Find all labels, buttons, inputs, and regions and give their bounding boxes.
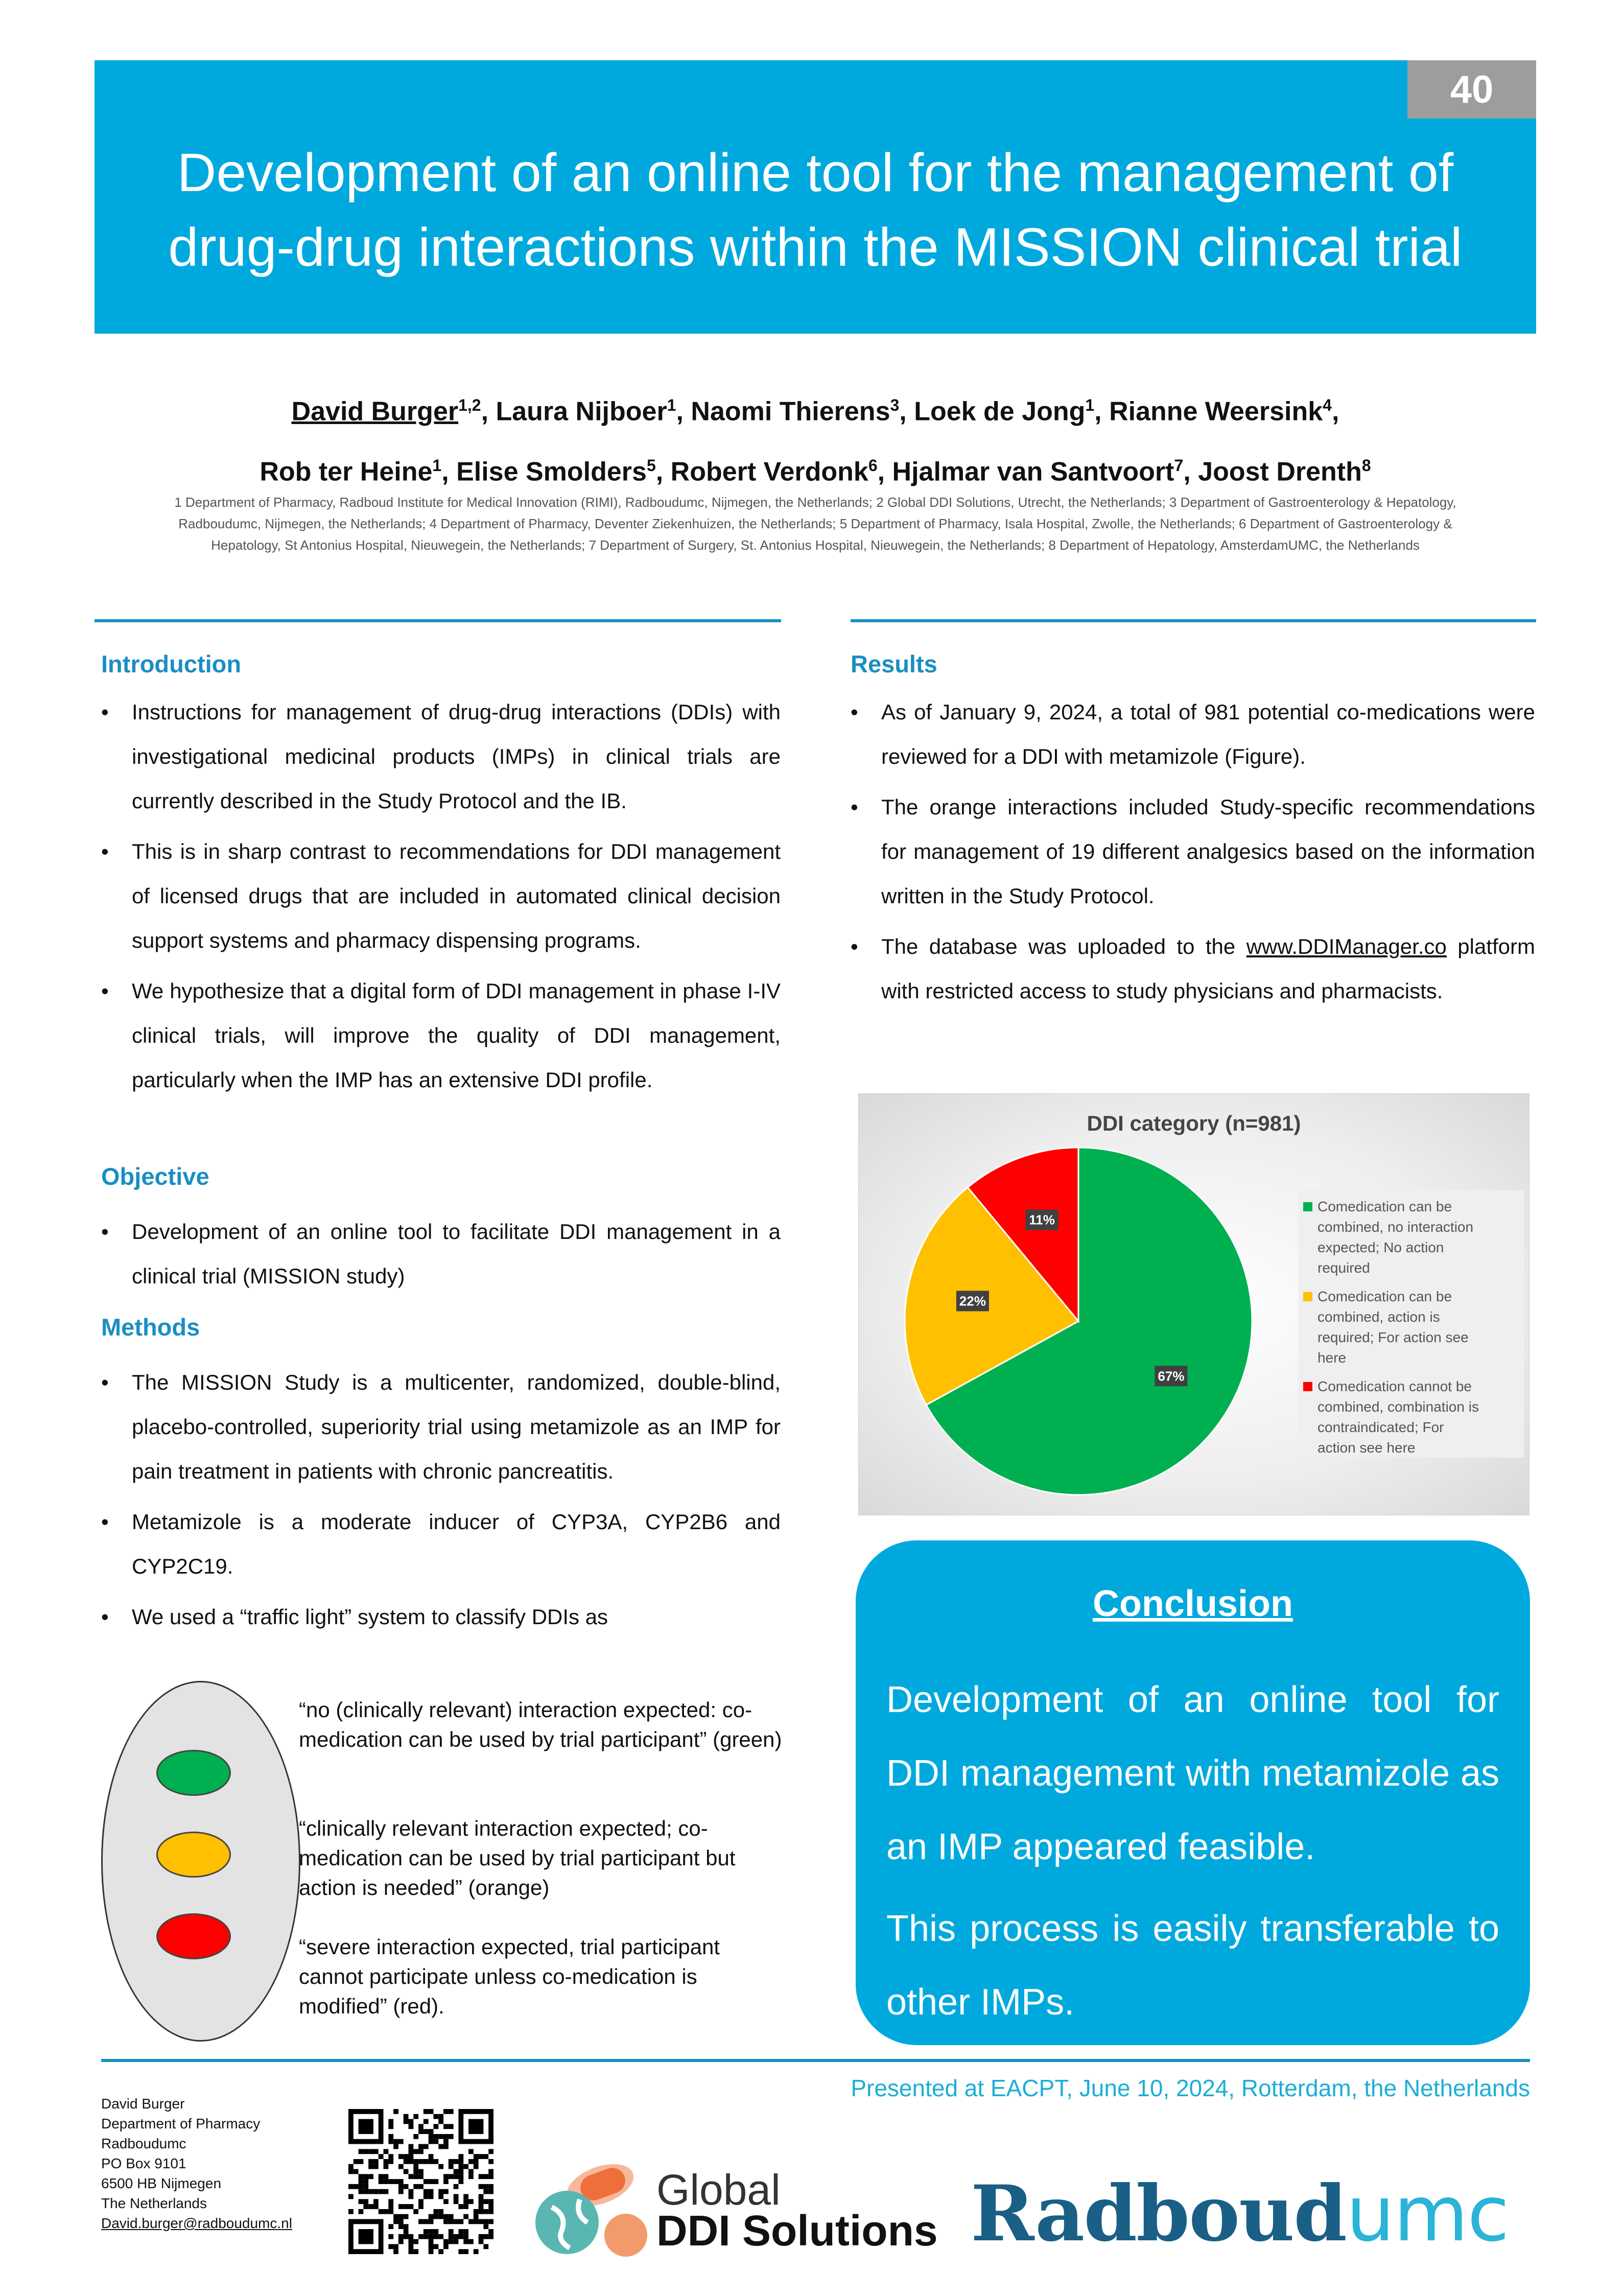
right-column-rule	[851, 619, 1536, 622]
author-line: Rob ter Heine$^1$, Elise Smolders$^5$, Robert Verdonk$^6$, Hjalmar van Santvoort$^7$, Joost Drenth$^8$	[260, 456, 1371, 487]
affiliations	[117, 491, 1513, 556]
orange-light-icon	[156, 1832, 231, 1878]
contact-line: Radboudumc	[101, 2136, 186, 2151]
author-name: Laura Nijboer	[496, 396, 667, 427]
objective-heading: Objective	[101, 1163, 209, 1190]
logo-text-umc: umc	[1346, 2170, 1509, 2259]
conclusion-heading: Conclusion	[1093, 1583, 1293, 1624]
list-item: • The MISSION Study is a multicenter, randomized, double-blind, placebo-controlled, superiority trial using metamizole as an IMP for pain treatment in patients with chronic pancreatitis.	[101, 1360, 781, 1493]
global-ddi-logo-icon	[531, 2159, 654, 2261]
author-name: Hjalmar van Santvoort	[892, 457, 1174, 487]
author-name: Joost Drenth	[1198, 457, 1362, 487]
slice-label: 11%	[1029, 1212, 1055, 1228]
poster-number: 40	[1407, 60, 1536, 119]
legend-label: Comedication can be combined, no interaction expected; No action required	[1317, 1199, 1474, 1276]
author-name: Naomi Thierens	[691, 396, 890, 427]
title-line-1: Development of an online tool for the management of	[177, 143, 1454, 203]
legend-label: Comedication cannot be combined, combination is contraindicated; For action see here	[1317, 1378, 1479, 1456]
results-heading: Results	[851, 650, 937, 677]
list-item: • As of January 9, 2024, a total of 981 potential co-medications were reviewed for a DDI with metamizole (Figure).	[851, 690, 1535, 779]
slice-label: 22%	[959, 1293, 986, 1309]
objective-list	[101, 1209, 781, 1304]
title-line-2: drug-drug interactions within the MISSION clinical trial	[168, 217, 1463, 277]
list-item: • We hypothesize that a digital form of DDI management in phase I-IV clinical trials, will improve the quality of DDI management, particularly when the IMP has an extensive DDI profile.	[101, 969, 781, 1102]
red-light-icon	[156, 1913, 231, 1959]
introduction-list	[101, 690, 781, 1108]
author-name: Rianne Weersink	[1109, 396, 1323, 427]
methods-list	[101, 1360, 781, 1645]
footer-rule	[101, 2059, 1530, 2062]
results-text: The database was uploaded to the	[881, 934, 1246, 958]
author-affiliation-number: 1	[667, 396, 676, 414]
author-affiliation-number: 1,2	[458, 396, 481, 414]
author-affiliation-number: 1	[432, 456, 442, 475]
affiliation-line: Radboudumc, Nijmegen, the Netherlands; 4 Department of Pharmacy, Deventer Ziekenhuizen, the Netherlands; 5 Department of Pharmacy, Isala Hospital, Zwolle, the Netherlands; 6 Department of Gastroenterology &	[178, 516, 1452, 531]
author-affiliation-number: 7	[1174, 456, 1184, 475]
qr-code-icon[interactable]	[348, 2109, 493, 2254]
contact-block	[101, 2094, 292, 2233]
list-item: • We used a “traffic light” system to classify DDIs as	[101, 1595, 781, 1639]
legend-swatch	[1303, 1382, 1312, 1391]
author-name: Rob ter Heine	[260, 457, 433, 487]
list-item: • The orange interactions included Study-specific recommendations for management of 19 different analgesics based on the information written in the Study Protocol.	[851, 785, 1535, 918]
introduction-heading: Introduction	[101, 650, 242, 677]
author-affiliation-number: 4	[1323, 396, 1332, 414]
logo-text-radboud: Radboud	[971, 2169, 1347, 2259]
results-list	[851, 690, 1535, 1019]
logo-text-ddi-solutions: DDI Solutions	[656, 2207, 938, 2255]
legend-swatch	[1303, 1292, 1312, 1301]
author-affiliation-number: 3	[890, 396, 900, 414]
author-name: Elise Smolders	[456, 457, 647, 487]
logo-text-global: Global	[656, 2166, 781, 2214]
poster-title	[95, 135, 1536, 285]
author-name: Loek de Jong	[914, 396, 1086, 427]
contact-line: PO Box 9101	[101, 2156, 186, 2171]
author-list	[95, 378, 1536, 499]
author-name: David Burger	[291, 396, 459, 427]
contact-line: David Burger	[101, 2096, 185, 2112]
conclusion-paragraph: This process is easily transferable to other IMPs.	[886, 1908, 1499, 2023]
affiliation-line: Hepatology, St Antonius Hospital, Nieuwegein, the Netherlands; 7 Department of Surgery, St. Antonius Hospital, Nieuwegein, the Netherlands; 8 Department of Hepatology, AmsterdamUMC, the Netherlands	[211, 537, 1420, 553]
conclusion-paragraph: Development of an online tool for DDI management with metamizole as an IMP appeared feasible.	[886, 1679, 1499, 1867]
author-affiliation-number: 1	[1085, 396, 1095, 414]
ddimanager-link[interactable]: www.DDIManager.co	[1246, 934, 1447, 958]
traffic-light-red-text: “severe interaction expected, trial participant cannot participate unless co-medication is modified” (red).	[299, 1935, 720, 2018]
list-item: • Development of an online tool to facilitate DDI management in a clinical trial (MISSION study)	[101, 1209, 781, 1298]
contact-line: Department of Pharmacy	[101, 2116, 261, 2131]
author-line: David Burger$^{1,2}$, Laura Nijboer$^1$, Naomi Thierens$^3$, Loek de Jong$^1$, Rianne Weersink$^4$,	[291, 396, 1339, 427]
conclusion-body	[886, 1663, 1499, 2047]
left-column-rule	[95, 619, 781, 622]
radboudumc-logo	[971, 2169, 1509, 2259]
author-affiliation-number: 6	[868, 456, 878, 475]
list-item: • This is in sharp contrast to recommendations for DDI management of licensed drugs that are included in automated clinical decision support systems and pharmacy dispensing programs.	[101, 829, 781, 963]
contact-line: The Netherlands	[101, 2195, 207, 2211]
list-item	[851, 924, 1535, 1013]
results-text: platform with restricted access to study physicians and pharmacists.	[881, 934, 1536, 1003]
author-affiliation-number: 5	[646, 456, 656, 475]
list-item: • Instructions for management of drug-drug interactions (DDIs) with investigational medicinal products (IMPs) in clinical trials are currently described in the Study Protocol and the IB.	[101, 690, 781, 823]
chart-title: DDI category (n=981)	[1087, 1111, 1301, 1135]
contact-email-link[interactable]: David.burger@radboudumc.nl	[101, 2215, 292, 2231]
ddi-category-chart	[858, 1093, 1529, 1515]
presented-at: Presented at EACPT, June 10, 2024, Rotterdam, the Netherlands	[851, 2075, 1530, 2101]
slice-label: 67%	[1158, 1368, 1185, 1384]
list-item: • Metamizole is a moderate inducer of CYP3A, CYP2B6 and CYP2C19.	[101, 1500, 781, 1588]
legend-swatch	[1303, 1202, 1312, 1211]
contact-line: 6500 HB Nijmegen	[101, 2175, 222, 2191]
green-light-icon	[156, 1750, 231, 1796]
traffic-light-orange-text: “clinically relevant interaction expected; co-medication can be used by trial participant but action is needed” (orange)	[299, 1816, 736, 1900]
affiliation-line: 1 Department of Pharmacy, Radboud Institute for Medical Innovation (RIMI), Radboudumc, Nijmegen, the Netherlands; 2 Global DDI Solutions, Utrecht, the Netherlands; 3 Department of Gastroenterology & Hepatology,	[174, 495, 1456, 510]
author-affiliation-number: 8	[1361, 456, 1371, 475]
methods-heading: Methods	[101, 1314, 200, 1341]
traffic-light-green-text: “no (clinically relevant) interaction expected: co-medication can be used by trial participant” (green)	[299, 1698, 782, 1751]
legend-label: Comedication can be combined, action is required; For action see here	[1317, 1288, 1469, 1366]
author-name: Robert Verdonk	[670, 457, 868, 487]
pie-chart-svg	[859, 1094, 1529, 1515]
